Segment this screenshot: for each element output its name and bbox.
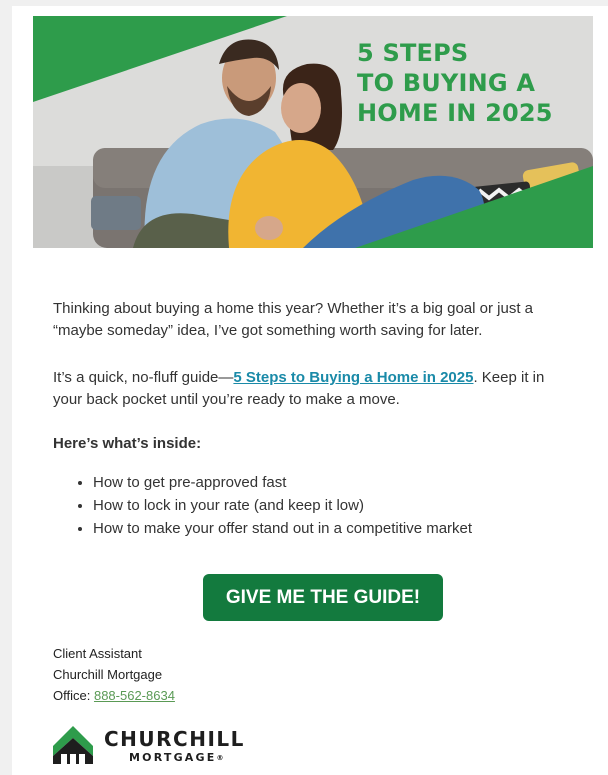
hero-title-line-2: TO BUYING A (357, 69, 536, 97)
hero-banner-image[interactable] (33, 16, 593, 248)
hero-title (357, 38, 587, 128)
signature-office-line (53, 685, 175, 706)
intro-paragraph: Thinking about buying a home this year? Whether it’s a big goal or just a “maybe someday” idea, I’ve got something worth saving for later. (53, 300, 533, 339)
guide-paragraph-tail: . Keep it in your back pocket until you’re ready to make a move. (53, 369, 545, 408)
list-item: • How to get pre-approved fast (93, 471, 472, 494)
email-body (12, 6, 608, 775)
guide-paragraph (53, 367, 573, 411)
signature-company: Churchill Mortgage (53, 667, 163, 682)
logo-subtitle-text: MORTGAGE (129, 751, 217, 764)
hero-title-line-3: HOME IN 2025 (357, 99, 553, 127)
logo-wordmark: CHURCHILL (104, 727, 245, 751)
inside-heading: Here’s what’s inside: (53, 435, 202, 452)
logo-subtitle (129, 752, 223, 764)
signature-role: Client Assistant (53, 646, 142, 661)
signature-block (53, 643, 175, 706)
churchill-mortgage-logo[interactable] (53, 724, 273, 766)
office-phone-link[interactable]: 888-562-8634 (93, 688, 175, 703)
guide-link[interactable]: 5 Steps to Buying a Home in 2025 (233, 369, 474, 386)
office-label: Office: (53, 688, 91, 703)
list-item: • How to lock in your rate (and keep it low) (93, 494, 472, 517)
hero-title-line-1: 5 STEPS (357, 39, 469, 67)
house-roof-logo-icon (53, 724, 97, 764)
list-item: • How to make your offer stand out in a competitive market (93, 517, 472, 540)
guide-paragraph-lead: It’s a quick, no-fluff guide— (53, 369, 234, 386)
give-me-the-guide-button[interactable]: GIVE ME THE GUIDE! (203, 574, 443, 621)
registered-mark: ® (216, 754, 224, 762)
guide-contents-list (53, 471, 472, 540)
